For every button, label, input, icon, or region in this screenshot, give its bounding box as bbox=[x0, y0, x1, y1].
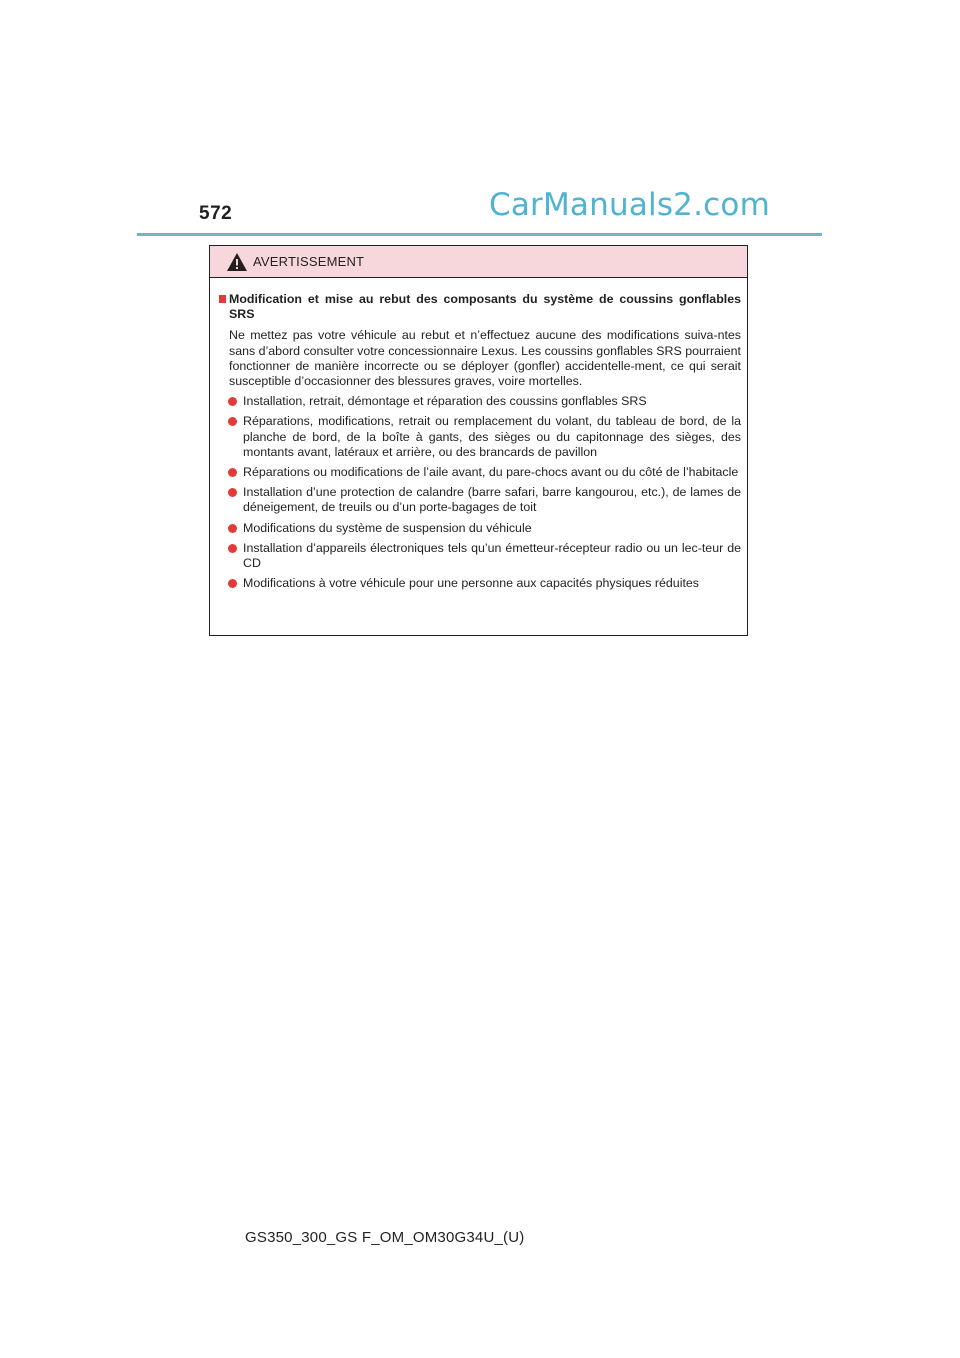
section-title-text: Modification et mise au rebut des composants du système de coussins gonflables SRS bbox=[229, 292, 741, 322]
list-item-text: Installation d’appareils électroniques tels qu’un émetteur-récepteur radio ou un lec-teur de CD bbox=[243, 540, 741, 571]
bullet-dot-icon bbox=[228, 579, 237, 588]
bullet-dot-icon bbox=[228, 488, 237, 497]
bullet-dot-icon bbox=[228, 468, 237, 477]
list-item bbox=[219, 394, 741, 409]
header-rule bbox=[137, 233, 822, 236]
square-bullet-icon bbox=[219, 295, 226, 303]
warning-body bbox=[210, 278, 747, 591]
bullet-dot-icon bbox=[228, 524, 237, 533]
bullet-list bbox=[219, 394, 741, 591]
intro-paragraph: Ne mettez pas votre véhicule au rebut et n’effectuez aucune des modifications suiva-ntes sans d’abord consulter votre concessionnaire Lexus. Les coussins gonflables SRS pourraient fonctionner de manière incorrecte ou se déployer (gonfler) accidentelle-ment, ce qui serait susceptible d’occasionner des blessures graves, voire mortelles. bbox=[229, 328, 741, 389]
warning-triangle-icon bbox=[226, 252, 248, 272]
list-item bbox=[219, 576, 741, 591]
warning-header bbox=[210, 246, 747, 278]
list-item bbox=[219, 541, 741, 571]
warning-title: AVERTISSEMENT bbox=[253, 254, 365, 269]
bullet-dot-icon bbox=[228, 544, 237, 553]
list-item-text: Réparations ou modifications de l’aile avant, du pare-chocs avant ou du côté de l’habitacle bbox=[243, 465, 739, 480]
list-item-text: Modifications du système de suspension du véhicule bbox=[243, 520, 532, 535]
page-number: 572 bbox=[199, 203, 233, 224]
list-item bbox=[219, 465, 741, 480]
list-item-text: Modifications à votre véhicule pour une personne aux capacités physiques réduites bbox=[243, 576, 699, 591]
section-title bbox=[219, 292, 741, 322]
watermark-text: CarManuals2.com bbox=[489, 187, 770, 223]
document-code: GS350_300_GS F_OM_OM30G34U_(U) bbox=[245, 1229, 525, 1246]
list-item-text: Installation d’une protection de calandre (barre safari, barre kangourou, etc.), de lames de déneigement, de treuils ou d’un porte-bagages de toit bbox=[243, 485, 741, 515]
list-item bbox=[219, 414, 741, 460]
bullet-dot-icon bbox=[228, 397, 237, 406]
list-item-text: Installation, retrait, démontage et réparation des coussins gonflables SRS bbox=[243, 394, 647, 409]
bullet-dot-icon bbox=[228, 417, 237, 426]
warning-box bbox=[209, 245, 748, 636]
list-item bbox=[219, 521, 741, 536]
list-item-text: Réparations, modifications, retrait ou remplacement du volant, du tableau de bord, de la planche de bord, de la boîte à gants, des sièges ou du capitonnage des sièges, des montants avant, latéraux et arrière, ou des brancards de pavillon bbox=[243, 414, 741, 459]
list-item bbox=[219, 485, 741, 515]
